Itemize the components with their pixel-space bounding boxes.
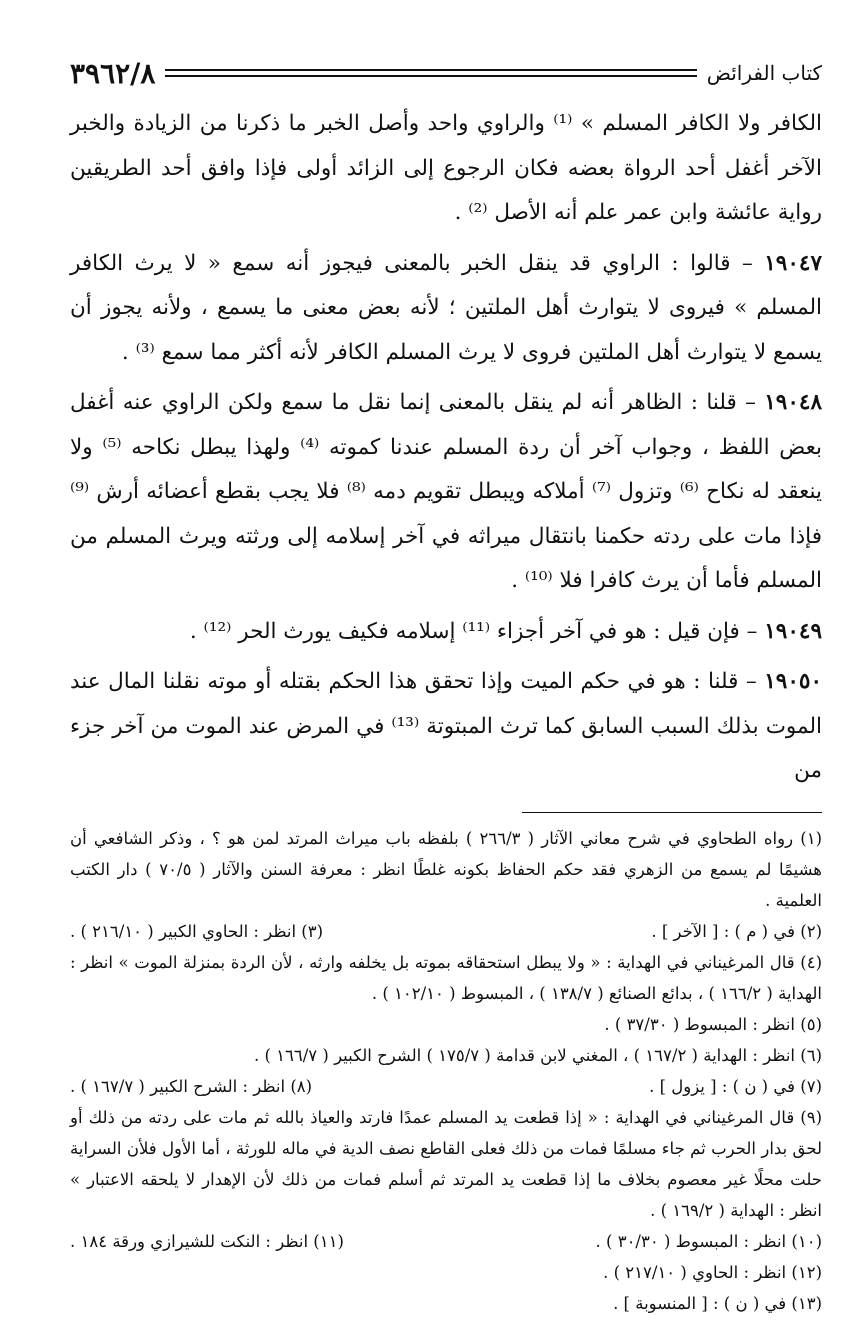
main-text [70,102,822,794]
footnote-12: (١٢) انظر : الحاوي ( ٢١٧/١٠ ) . [603,1262,822,1282]
footnote-8: (٨) انظر : الشرح الكبير ( ١٦٧/٧ ) . [70,1076,313,1096]
header-rule [165,69,696,77]
paragraph-text: الكافر ولا الكافر المسلم » ⁽¹⁾ والراوي واحد وأصل الخبر ما ذكرنا من الزيادة والخبر الآخر أغفل أحد الرواة بعضه فكان الرجوع إلى الزائد أولى فإذا وافق أحد الطريقين رواية عائشة وابن عمر علم أنه الأصل ⁽²⁾ . [70,111,822,225]
running-header [70,48,822,98]
paragraph-19049 [70,610,822,655]
page [70,48,822,1319]
paragraph-text: – قلنا : هو في حكم الميت وإذا تحقق هذا الحكم بقتله أو موته نقلنا المال عند الموت بذلك السبب السابق كما ترث المبتوتة ⁽¹³⁾ في المرض عند الموت من آخر جزء من [70,669,822,783]
footnote-row [70,1226,822,1257]
book-title: كتاب الفرائض [706,61,822,85]
footnote-7: (٧) في ( ن ) : [ يزول ] . [649,1076,822,1096]
paragraph-19047 [70,242,822,376]
footnote-row [70,1071,822,1102]
footnote-separator [522,812,822,813]
footnote-row [70,916,822,947]
paragraph-text: – قلنا : الظاهر أنه لم ينقل بالمعنى إنما نقل ما سمع ولكن الراوي عنه أغفل بعض اللفظ ، وجواب آخر أن ردة المسلم عندنا كموته ⁽⁴⁾ ولهذا يبطل نكاحه ⁽⁵⁾ ولا ينعقد له نكاح ⁽⁶⁾ وتزول ⁽⁷⁾ أملاكه ويبطل تقويم دمه ⁽⁸⁾ فلا يجب بقطع أعضائه أرش ⁽⁹⁾ فإذا مات على ردته حكمنا بانتقال ميراثه في آخر إسلامه إلى ورثته ويرث المسلم من المسلم فأما أن يرث كافرا فلا ⁽¹⁰⁾ . [70,390,822,593]
page-number: ٣٩٦٢/٨ [70,56,156,90]
paragraph-continuation [70,102,822,236]
paragraph-19050 [70,660,822,794]
footnote-2: (٢) في ( م ) : [ الآخر ] . [651,921,822,941]
paragraph-number: ١٩٠٤٨ [764,390,822,415]
footnote-6: (٦) انظر : الهداية ( ١٦٧/٢ ) ، المغني لابن قدامة ( ١٧٥/٧ ) الشرح الكبير ( ١٦٦/٧ ) . [253,1045,822,1065]
paragraph-number: ١٩٠٤٩ [764,618,822,644]
footnote-5: (٥) انظر : المبسوط ( ٣٧/٣٠ ) . [604,1014,822,1034]
footnote-13: (١٣) في ( ن ) : [ المنسوبة ] . [613,1293,822,1313]
footnote-9: (٩) قال المرغيناني في الهداية : « إذا قطعت يد المسلم عمدًا فارتد والعياذ بالله ثم مات على ردته من ذلك أو لحق بدار الحرب ثم جاء مسلمًا فمات من ذلك فعلى القاطع نصف الدية في ماله للورثة ، أما الأول فلأن السراية حلت محلًا غير معصوم بخلاف ما إذا قطعت يد المرتد ثم أسلم فمات من ذلك لأن الإهدار لا يلحقه الاعتبار » انظر : الهداية ( ١٦٩/٢ ) . [70,1107,822,1220]
paragraph-19048 [70,381,822,604]
footnote-11: (١١) انظر : النكت للشيرازي ورقة ١٨٤ . [70,1231,344,1251]
paragraph-number: ١٩٠٤٧ [764,250,822,276]
footnote-4: (٤) قال المرغيناني في الهداية : « ولا يبطل استحقاقه بموته بل يخلفه وارثه ، لأن الردة بمنزلة الموت » انظر : الهداية ( ١٦٦/٢ ) ، بدائع الصنائع ( ١٣٨/٧ ) ، المبسوط ( ١٠٢/١٠ ) . [70,952,822,1003]
footnote-3: (٣) انظر : الحاوي الكبير ( ٢١٦/١٠ ) . [70,921,324,941]
footnote-10: (١٠) انظر : المبسوط ( ٣٠/٣٠ ) . [595,1231,822,1251]
paragraph-text: – فإن قيل : هو في آخر أجزاء ⁽¹¹⁾ إسلامه فكيف يورث الحر ⁽¹²⁾ . [189,618,765,644]
footnote-1: (١) رواه الطحاوي في شرح معاني الآثار ( ٢٦٦/٣ ) بلفظه باب ميراث المرتد لمن هو ؟ ، وذكر الشافعي أن هشيمًا لم يسمع من الزهري فقد حكم الحفاظ بكونه غلطًا انظر : معرفة السنن والآثار ( ٧٠/٥ ) دار الكتب العلمية . [70,828,822,910]
paragraph-number: ١٩٠٥٠ [764,669,822,694]
paragraph-text: – قالوا : الراوي قد ينقل الخبر بالمعنى فيجوز أنه سمع « لا يرث الكافر المسلم » فيروى لا يتوارث أهل الملتين ؛ لأنه بعض معنى ما يسمع ، ولأنه يجوز أن يسمع لا يتوارث أهل الملتين فروى لا يرث المسلم الكافر لأنه أكثر مما سمع ⁽³⁾ . [70,250,822,365]
footnotes [70,823,822,1319]
